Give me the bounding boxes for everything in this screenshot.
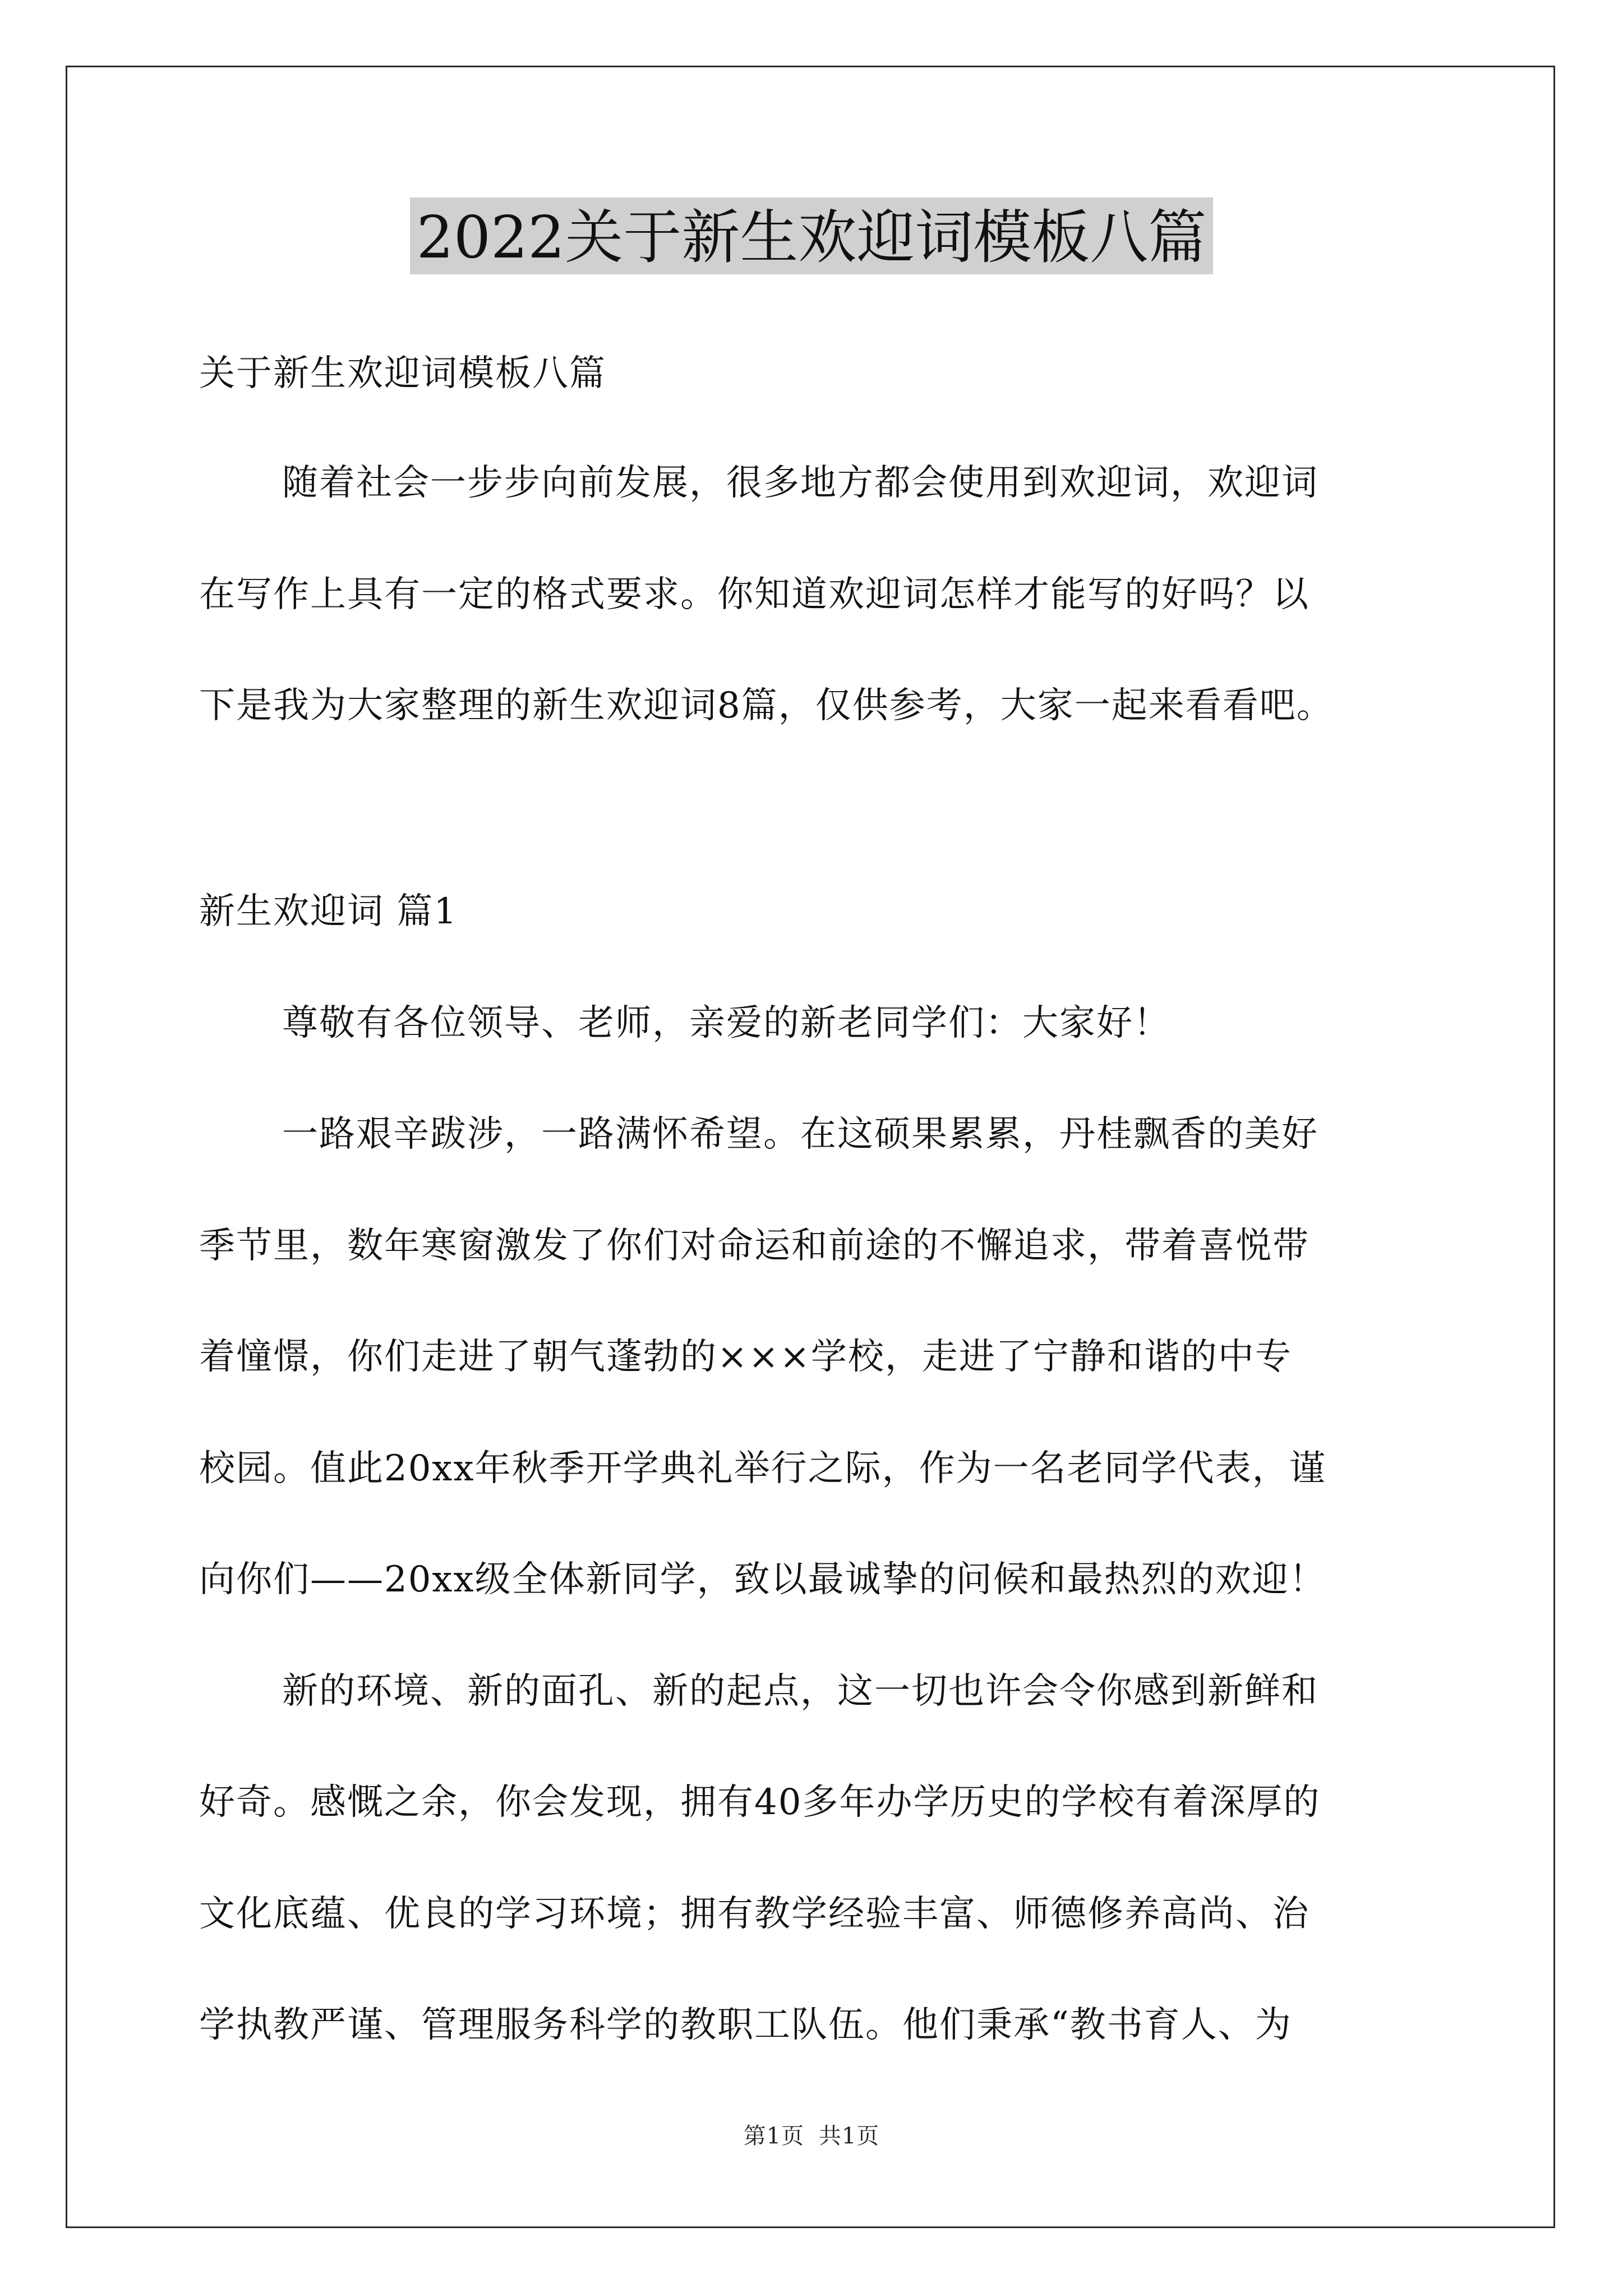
- document-title: [0, 197, 1623, 274]
- paragraph-line: 好奇。感慨之余，你会发现，拥有40多年办学历史的学校有着深厚的: [199, 1782, 1321, 1823]
- paragraph-line: 向你们——20xx级全体新同学，致以最诚挚的问候和最热烈的欢迎！: [199, 1559, 1326, 1600]
- intro-line: 随着社会一步步向前发展，很多地方都会使用到欢迎词，欢迎词: [282, 462, 1318, 504]
- paragraph-line: 新的环境、新的面孔、新的起点，这一切也许会令你感到新鲜和: [282, 1671, 1318, 1712]
- paragraph-line: 文化底蕴、优良的学习环境；拥有教学经验丰富、师德修养高尚、治: [199, 1893, 1310, 1935]
- intro-line: 在写作上具有一定的格式要求。你知道欢迎词怎样才能写的好吗？以: [199, 574, 1310, 615]
- paragraph-line: 校园。值此20xx年秋季开学典礼举行之际，作为一名老同学代表，谨: [199, 1448, 1326, 1489]
- paragraph-line: 一路艰辛跋涉，一路满怀希望。在这硕果累累，丹桂飘香的美好: [282, 1114, 1318, 1155]
- paragraph-line: 着憧憬，你们走进了朝气蓬勃的×××学校，走进了宁静和谐的中专: [199, 1336, 1292, 1378]
- page-total: 共1页: [818, 2123, 880, 2149]
- paragraph-line: 季节里，数年寒窗激发了你们对命运和前途的不懈追求，带着喜悦带: [199, 1225, 1310, 1267]
- paragraph-line: 学执教严谨、管理服务科学的教职工队伍。他们秉承“教书育人、为: [199, 2004, 1292, 2046]
- document-title-text: 2022关于新生欢迎词模板八篇: [410, 197, 1214, 274]
- page-footer: [0, 2118, 1623, 2150]
- intro-line: 下是我为大家整理的新生欢迎词8篇，仅供参考，大家一起来看看吧。: [199, 685, 1334, 726]
- section-heading: 新生欢迎词 篇1: [199, 891, 458, 932]
- page-number: 第1页: [743, 2123, 805, 2149]
- greeting-line: 尊敬有各位领导、老师，亲爱的新老同学们：大家好！: [282, 1002, 1170, 1044]
- document-subtitle: 关于新生欢迎词模板八篇: [199, 353, 606, 394]
